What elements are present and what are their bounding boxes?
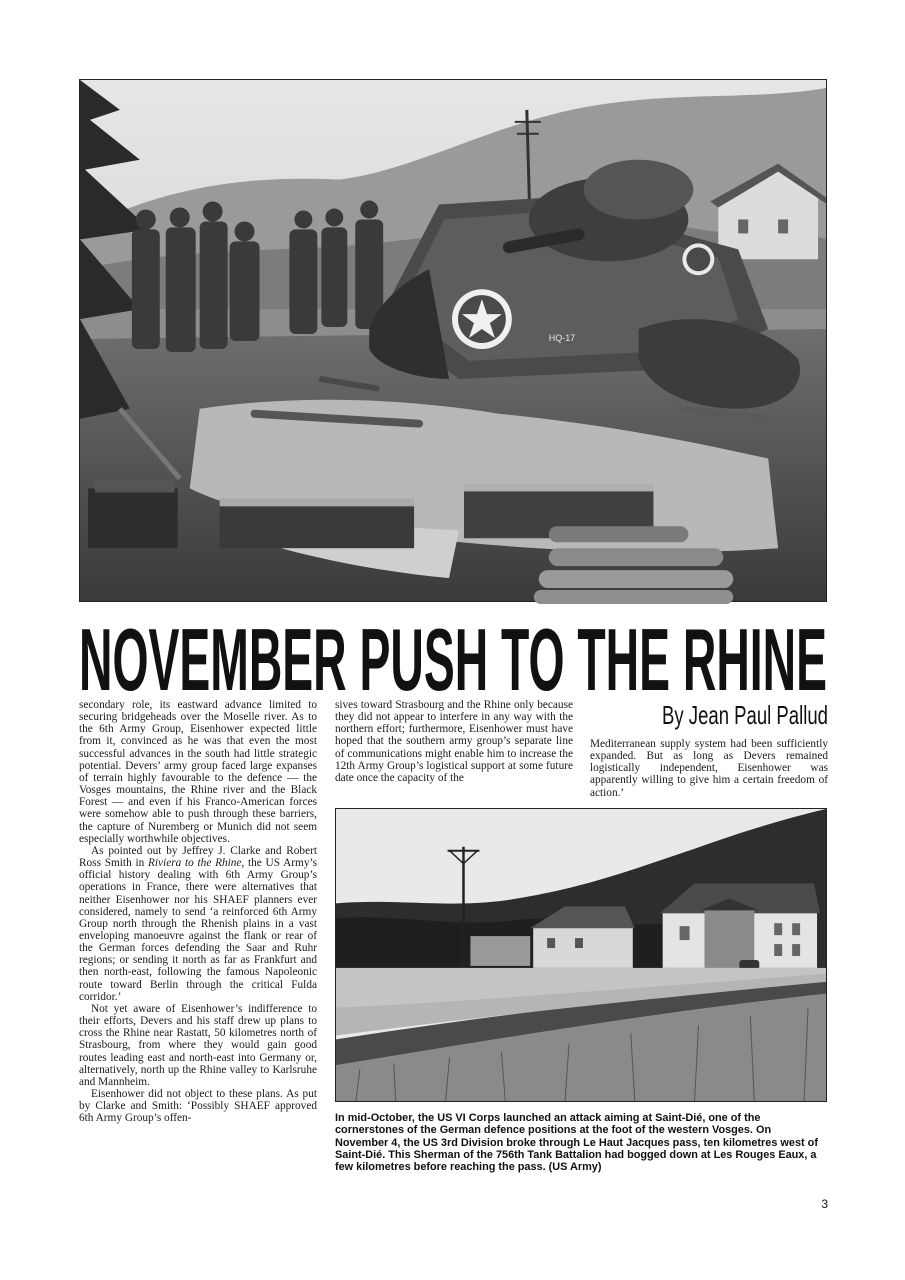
landscape-photo-graphic (336, 809, 826, 1101)
body-column-1 (79, 699, 317, 1179)
archival-photo-sherman-tank (79, 79, 827, 602)
body-column-2 (335, 699, 573, 799)
body-paragraph-1: secondary role, its eastward advance limited to securing bridgeheads over the Moselle river. As to the 6th Army Group, Eisenhower expected little from it, convinced as he was that even the most successful advances in the south had little strategic potential. Devers’ army group faced large expanses of terrain highly favourable to the defence — the Vosges mountains, the Rhine river and the Black Forest — and even if his Franco-American forces were somehow able to push through these barriers, the capture of Nuremberg or Munich did not seem especially worthwhile objectives. (79, 699, 317, 845)
article-headline (79, 604, 827, 709)
byline-text: By Jean Paul Pallud (662, 700, 828, 730)
tank-photo-graphic (80, 80, 826, 601)
body-paragraph-2 (79, 845, 317, 1003)
body-paragraph-2-lead: As pointed out by Jeffrey J. Clarke and Robert Ross Smith in (79, 844, 317, 870)
comparison-photo-landscape (335, 808, 827, 1102)
photo-caption: In mid-October, the US VI Corps launched an attack aiming at Saint-Dié, one of the cornerstones of the German defence positions at the foot of the western Vosges. On November 4, the US 3rd Division broke through Le Haut Jacques pass, ten kilometres west of Saint-Dié. This Sherman of the 756th Tank Battalion had bogged down at Les Rouges Eaux, a few kilometres before reaching the pass. (US Army) (335, 1112, 818, 1174)
body-paragraph-4: Eisenhower did not object to these plans. As put by Clarke and Smith: ‘Possibly SHAEF approved 6th Army Group’s offen- (79, 1088, 317, 1125)
tank-hull-marking: HQ-17 (548, 333, 576, 343)
book-title: Riviera to the Rhine (148, 857, 242, 870)
body-paragraph-3: Not yet aware of Eisenhower’s indifference to their efforts, Devers and his staff drew up plans to cross the Rhine near Rastatt, 50 kilometres north of Strasbourg, from where they would gain good routes leading east and north-east into Germany or, alternatively, north up the Rhine valley to Karlsruhe and Mannheim. (79, 1002, 317, 1088)
body-paragraph-5: sives toward Strasbourg and the Rhine only because they did not appear to interfere in any way with the northern effort; furthermore, Eisenhower must have hoped that the southern army group’s separate line of communications might enable him to increase the 12th Army Group’s logistical support at some future date once the capacity of the (335, 699, 573, 784)
body-paragraph-2-rest: , the US Army’s official history dealing with 6th Army Group’s operations in France, there were alternatives that neither Eisenhower nor his SHAEF planners ever considered, namely to send ‘a reinforced 6th Army Group north through the Rhenish plains in a vast enveloping manoeuvre against the flank or rear of the German forces defending the Saar and Ruhr regions; or sending it north as far as Frankfurt and then north-east, following the famous Napoleonic route toward Berlin through the critical Fulda corridor.’ (79, 857, 318, 1003)
article-byline (590, 697, 828, 733)
headline-text: NOVEMBER PUSH TO THE RHINE (79, 610, 827, 709)
page-number: 3 (821, 1197, 828, 1211)
body-paragraph-6: Mediterranean supply system had been sufficiently expanded. But as long as Devers remained logistically independent, Eisenhower was apparently willing to give him a certain freedom of action.’ (590, 738, 828, 799)
body-column-3 (590, 738, 828, 800)
